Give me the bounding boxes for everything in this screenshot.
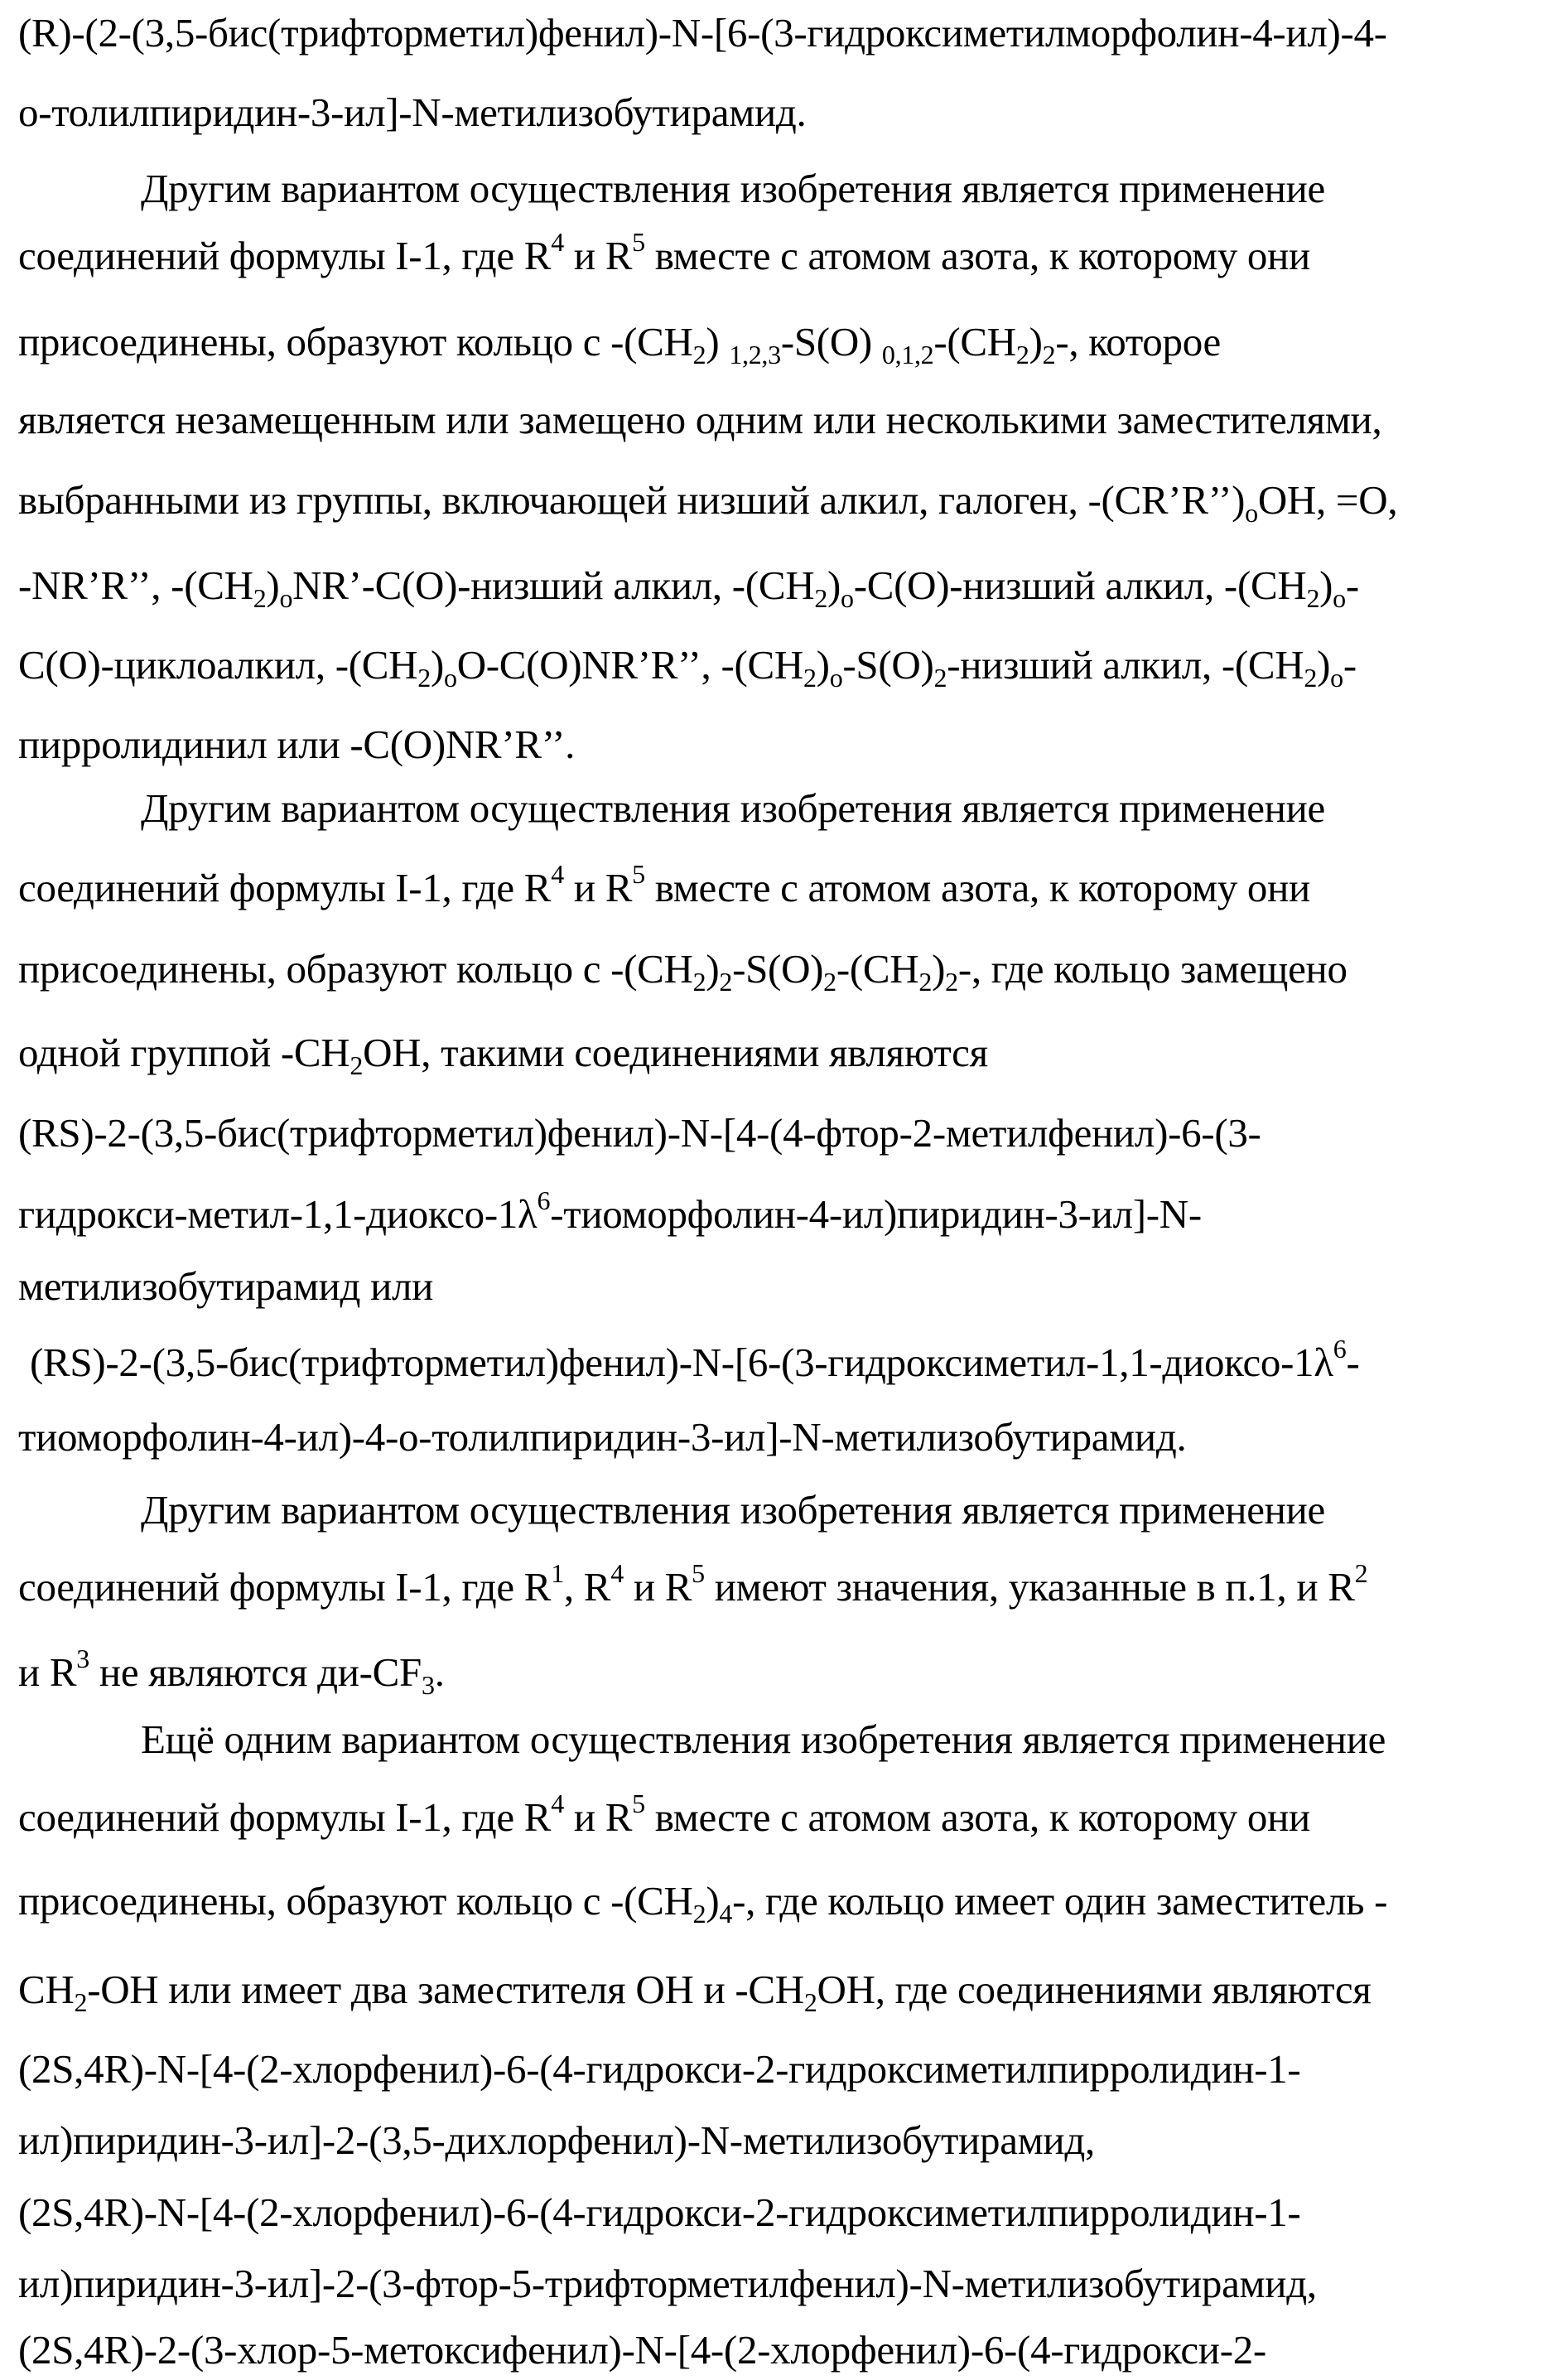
text-line <box>18 1789 1310 1841</box>
text-run: и R <box>563 1794 633 1840</box>
text-line <box>18 1878 1388 1929</box>
text-line <box>18 562 1359 613</box>
text-run: -, где кольцо замещено <box>957 946 1347 992</box>
text-run: Другим вариантом осуществления изобретения является применение <box>141 166 1325 211</box>
text-run: C(O)-циклоалкил, -(CH <box>18 642 418 688</box>
text-line <box>18 397 1381 443</box>
text-run: OH, =O, <box>1257 477 1398 523</box>
subscript: 2 <box>814 583 828 613</box>
text-run: метилизобутирамид или <box>18 1263 434 1309</box>
text-run: соединений формулы I-1, где R <box>18 1564 552 1610</box>
subscript: o <box>829 663 843 693</box>
text-run: (RS)-2-(3,5-бис(трифторметил)фенил)-N-[4-(4-фтор-2-метилфенил)-6-(3- <box>18 1110 1261 1156</box>
text-run: Другим вариантом осуществления изобретения является применение <box>141 785 1325 831</box>
text-run: (2S,4R)-N-[4-(2-хлорфенил)-6-(4-гидрокси-2-гидроксиметилпирролидин-1- <box>18 2189 1301 2235</box>
text-run: -низший алкил, -(CH <box>947 642 1304 688</box>
text-line <box>18 1644 445 1700</box>
superscript: 4 <box>610 1558 624 1588</box>
text-run: тиоморфолин-4-ил)-4-о-толилпиридин-3-ил]-N-метилизобутирамид. <box>18 1414 1187 1460</box>
subscript: 2 <box>417 663 431 693</box>
text-run: и R <box>623 1564 692 1610</box>
text-run: вместе с атомом азота, к которому они <box>644 233 1310 278</box>
text-run: ) <box>1029 319 1043 364</box>
text-run: присоединены, образуют кольцо с -(CH <box>18 319 693 364</box>
superscript: 6 <box>537 1185 551 1215</box>
text-run: соединений формулы I-1, где R <box>18 1794 552 1840</box>
superscript: 5 <box>632 859 645 889</box>
text-run: -тиоморфолин-4-ил)пиридин-3-ил]-N- <box>550 1191 1202 1237</box>
text-run: ) <box>827 562 841 608</box>
text-run: ) <box>1319 562 1333 608</box>
text-run: -OH или имеет два заместителя OH и -CH <box>87 1967 804 2012</box>
subscript: o <box>841 583 854 613</box>
subscript: 2 <box>1042 340 1056 369</box>
text-line <box>30 1334 1360 1386</box>
text-run: -, которое <box>1055 319 1221 364</box>
subscript: 2 <box>803 1987 817 2017</box>
text-run: ил)пиридин-3-ил]-2-(3-фтор-5-трифторметилфенил)-N-метилизобутирамид, <box>18 2261 1317 2306</box>
text-line <box>18 1263 433 1310</box>
text-run: ) <box>706 946 720 992</box>
text-run: (2S,4R)-N-[4-(2-хлорфенил)-6-(4-гидрокси-2-гидроксиметилпирролидин-1- <box>18 2046 1301 2092</box>
subscript: 2 <box>719 967 733 997</box>
text-line <box>18 89 806 136</box>
subscript: 2 <box>803 663 817 693</box>
superscript: 5 <box>632 227 645 257</box>
subscript: 0,1,2 <box>881 340 934 369</box>
text-run: -NR’R’’, -(CH <box>18 562 253 608</box>
text-run: пирролидинил или -C(O)NR’R’’. <box>18 722 576 767</box>
paragraph-first-line <box>141 785 1325 832</box>
subscript: 2 <box>945 967 958 997</box>
text-line <box>18 859 1310 911</box>
text-line <box>18 1030 988 1080</box>
superscript: 4 <box>551 227 564 257</box>
text-run: ) <box>1317 642 1331 688</box>
text-run: вместе с атомом азота, к которому они <box>644 1794 1310 1840</box>
subscript: o <box>279 583 293 613</box>
superscript: 5 <box>632 1789 645 1818</box>
text-line <box>18 2327 1266 2373</box>
text-line <box>18 946 1347 997</box>
text-run: , R <box>563 1564 611 1610</box>
paragraph-first-line <box>141 166 1325 212</box>
text-run: OH, такими соединениями являются <box>363 1030 988 1075</box>
text-run: и R <box>563 865 633 910</box>
text-line <box>18 10 1387 56</box>
text-run: ) <box>706 1878 720 1924</box>
text-run: (R)-(2-(3,5-бис(трифторметил)фенил)-N-[6-(3-гидроксиметилморфолин-4-ил)-4- <box>18 10 1387 56</box>
text-run: Ещё одним вариантом осуществления изобретения является применение <box>141 1716 1386 1762</box>
superscript: 2 <box>1354 1558 1368 1588</box>
subscript: 2 <box>1304 663 1318 693</box>
superscript: 5 <box>692 1558 705 1588</box>
text-run: ) <box>430 642 444 688</box>
subscript: 4 <box>719 1899 733 1929</box>
text-run: - <box>1345 562 1359 608</box>
text-run: (RS)-2-(3,5-бис(трифторметил)фенил)-N-[6-(3-гидроксиметил-1,1-диоксо-1λ <box>30 1340 1333 1385</box>
text-line <box>18 1558 1368 1610</box>
text-run: соединений формулы I-1, где R <box>18 233 552 278</box>
subscript: 2 <box>350 1050 364 1080</box>
text-run: (2S,4R)-2-(3-хлор-5-метоксифенил)-N-[4-(2-хлорфенил)-6-(4-гидрокси-2- <box>18 2327 1266 2373</box>
text-line <box>18 722 575 768</box>
text-run: NR’-C(O)-низший алкил, -(CH <box>292 562 815 608</box>
subscript: 2 <box>692 967 706 997</box>
subscript: 2 <box>1015 340 1029 369</box>
text-run: -S(O) <box>780 319 882 364</box>
text-line <box>18 1185 1202 1238</box>
superscript: 4 <box>551 859 564 889</box>
subscript: 2 <box>253 583 267 613</box>
subscript: 1,2,3 <box>729 340 781 369</box>
subscript: 2 <box>1306 583 1320 613</box>
text-run: присоединены, образуют кольцо с -(CH <box>18 946 693 992</box>
text-line <box>18 1967 1372 2017</box>
subscript: 2 <box>692 1899 706 1929</box>
subscript: o <box>1333 583 1346 613</box>
text-run: вместе с атомом азота, к которому они <box>644 865 1310 910</box>
text-run: одной группой -CH <box>18 1030 350 1075</box>
text-run: -S(O) <box>842 642 934 688</box>
subscript: 3 <box>421 1670 435 1700</box>
text-run: ) <box>932 946 946 992</box>
text-run: ) <box>266 562 280 608</box>
text-run: . <box>434 1649 445 1695</box>
text-run: является незамещенным или замещено одним или несколькими заместителями, <box>18 397 1382 442</box>
text-line <box>18 227 1310 279</box>
text-line <box>18 1110 1261 1156</box>
text-run: -C(O)-низший алкил, -(CH <box>853 562 1307 608</box>
subscript: 2 <box>692 340 706 369</box>
subscript: 2 <box>823 967 836 997</box>
text-run: - <box>1346 1340 1360 1385</box>
text-run: -(CH <box>836 946 919 992</box>
text-run: - <box>1343 642 1357 688</box>
subscript: 2 <box>933 663 947 693</box>
paragraph-first-line <box>141 1487 1325 1533</box>
text-line <box>18 319 1221 369</box>
text-run: соединений формулы I-1, где R <box>18 865 552 910</box>
text-run: ) <box>706 319 730 364</box>
text-run: выбранными из группы, включающей низший алкил, галоген, -(CR’R’’) <box>18 477 1246 523</box>
text-run: не являются ди-CF <box>89 1649 422 1695</box>
paragraph-first-line <box>141 1716 1386 1763</box>
subscript: 2 <box>74 1987 88 2017</box>
superscript: 6 <box>1333 1334 1347 1364</box>
superscript: 3 <box>76 1644 89 1673</box>
subscript: o <box>1330 663 1343 693</box>
text-line <box>18 2046 1300 2093</box>
text-run: и R <box>563 233 633 278</box>
text-run: ) <box>816 642 830 688</box>
subscript: o <box>443 663 457 693</box>
text-run: и R <box>18 1649 77 1695</box>
text-line <box>18 2189 1300 2236</box>
text-run: присоединены, образуют кольцо с -(CH <box>18 1878 693 1924</box>
text-line <box>18 2117 1095 2164</box>
superscript: 4 <box>551 1789 564 1818</box>
subscript: o <box>1245 498 1258 528</box>
text-run: о-толилпиридин-3-ил]-N-метилизобутирамид. <box>18 89 807 135</box>
text-run: O-C(O)NR’R’’, -(CH <box>456 642 803 688</box>
text-run: ил)пиридин-3-ил]-2-(3,5-дихлорфенил)-N-метилизобутирамид, <box>18 2117 1095 2163</box>
text-run: -, где кольцо имеет один заместитель - <box>732 1878 1388 1924</box>
text-line <box>18 1414 1186 1460</box>
text-run: CH <box>18 1967 75 2012</box>
text-line <box>18 2261 1317 2307</box>
text-run: Другим вариантом осуществления изобретения является применение <box>141 1487 1325 1533</box>
text-run: имеют значения, указанные в п.1, и R <box>704 1564 1355 1610</box>
superscript: 1 <box>551 1558 564 1588</box>
text-line <box>18 477 1398 528</box>
text-run: OH, где соединениями являются <box>817 1967 1372 2012</box>
text-run: -(CH <box>933 319 1016 364</box>
text-run: -S(O) <box>732 946 824 992</box>
subscript: 2 <box>918 967 933 997</box>
text-run: гидрокси-метил-1,1-диоксо-1λ <box>18 1191 538 1237</box>
text-line <box>18 642 1357 693</box>
